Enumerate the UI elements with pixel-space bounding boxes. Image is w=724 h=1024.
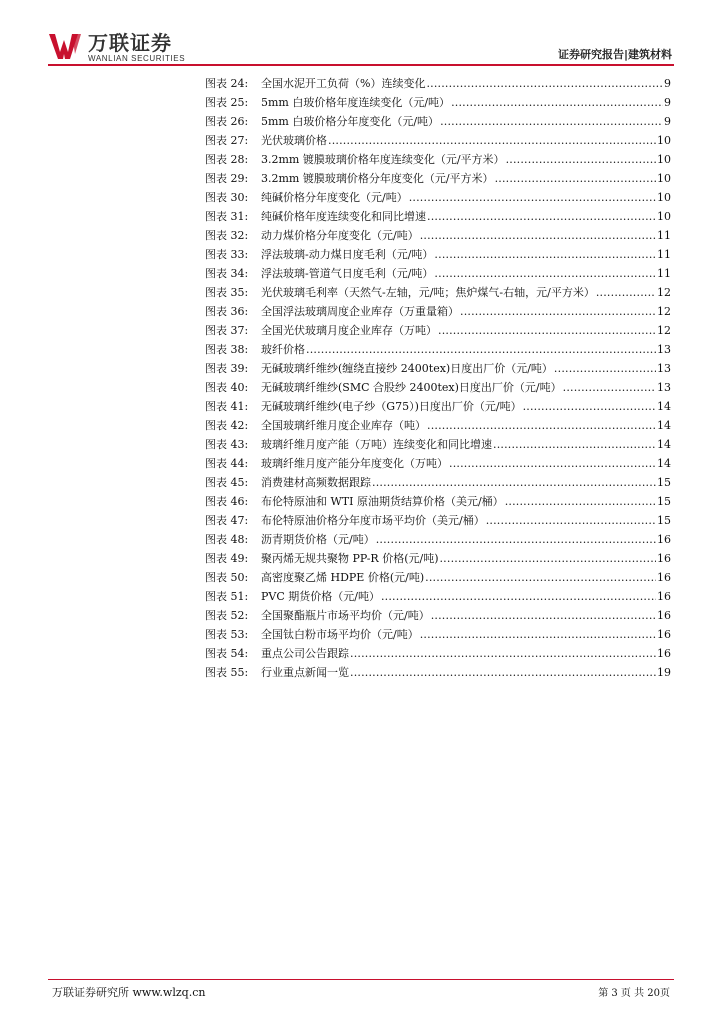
toc-entry[interactable] [205, 511, 671, 530]
toc-figure-label: 图表 26: [205, 115, 249, 128]
toc-dot-leader [506, 150, 656, 169]
toc-figure-label: 图表 50: [205, 571, 249, 584]
toc-dot-leader [350, 663, 656, 682]
toc-figure-label: 图表 53: [205, 628, 249, 641]
toc-entry[interactable] [205, 340, 671, 359]
toc-figure-title: 玻纤价格 [261, 343, 305, 356]
toc-figure-label: 图表 44: [205, 457, 249, 470]
wanlian-logo-icon [48, 32, 82, 60]
toc-page-number: 10 [657, 134, 671, 147]
toc-figure-label: 图表 42: [205, 419, 249, 432]
toc-entry[interactable] [205, 606, 671, 625]
toc-figure-title: 全国浮法玻璃周度企业库存（万重量箱） [261, 305, 459, 318]
toc-figure-label: 图表 28: [205, 153, 249, 166]
toc-figure-title: 玻璃纤维月度产能（万吨）连续变化和同比增速 [261, 438, 492, 451]
logo-chinese-name: 万联证券 [88, 31, 172, 55]
toc-figure-title: PVC 期货价格（元/吨） [261, 590, 380, 603]
header-separator: | [623, 48, 628, 61]
header-divider [48, 64, 674, 66]
toc-dot-leader [449, 454, 656, 473]
toc-figure-label: 图表 49: [205, 552, 249, 565]
toc-page-number: 15 [657, 495, 671, 508]
toc-figure-label: 图表 24: [205, 77, 249, 90]
toc-entry[interactable] [205, 568, 671, 587]
toc-figure-label: 图表 52: [205, 609, 249, 622]
toc-dot-leader [431, 606, 656, 625]
toc-figure-label: 图表 33: [205, 248, 249, 261]
toc-figure-title: 消费建材高频数据跟踪 [261, 476, 371, 489]
toc-figure-label: 图表 27: [205, 134, 249, 147]
toc-entry[interactable] [205, 207, 671, 226]
toc-entry[interactable] [205, 435, 671, 454]
toc-entry[interactable] [205, 264, 671, 283]
toc-dot-leader [434, 245, 656, 264]
toc-figure-label: 图表 41: [205, 400, 249, 413]
toc-dot-leader [425, 568, 656, 587]
toc-entry[interactable] [205, 283, 671, 302]
toc-dot-leader [427, 207, 656, 226]
toc-entry[interactable] [205, 302, 671, 321]
toc-page-number: 16 [657, 590, 671, 603]
toc-page-number: 14 [657, 400, 671, 413]
toc-dot-leader [438, 321, 656, 340]
toc-entry[interactable] [205, 378, 671, 397]
toc-entry[interactable] [205, 397, 671, 416]
toc-figure-title: 动力煤价格分年度变化（元/吨） [261, 229, 419, 242]
toc-dot-leader [460, 302, 656, 321]
toc-dot-leader [427, 416, 656, 435]
toc-entry[interactable] [205, 416, 671, 435]
toc-dot-leader [596, 283, 656, 302]
toc-entry[interactable] [205, 492, 671, 511]
toc-figure-label: 图表 51: [205, 590, 249, 603]
toc-page-number: 16 [657, 647, 671, 660]
toc-figure-title: 浮法玻璃-管道气日度毛利（元/吨） [261, 267, 434, 280]
toc-dot-leader [505, 492, 656, 511]
toc-entry[interactable] [205, 644, 671, 663]
toc-entry[interactable] [205, 587, 671, 606]
toc-entry[interactable] [205, 93, 671, 112]
toc-page-number: 9 [664, 96, 671, 109]
toc-dot-leader [426, 74, 663, 93]
toc-page-number: 13 [657, 343, 671, 356]
toc-page-number: 13 [657, 381, 671, 394]
toc-page-number: 10 [657, 191, 671, 204]
toc-figure-title: 重点公司公告跟踪 [261, 647, 349, 660]
toc-page-number: 10 [657, 172, 671, 185]
toc-page-number: 14 [657, 457, 671, 470]
toc-page-number: 14 [657, 419, 671, 432]
toc-page-number: 15 [657, 514, 671, 527]
toc-dot-leader [563, 378, 656, 397]
toc-figure-label: 图表 35: [205, 286, 249, 299]
toc-figure-title: 纯碱价格分年度变化（元/吨） [261, 191, 408, 204]
toc-page-number: 12 [657, 324, 671, 337]
toc-page-number: 9 [664, 77, 671, 90]
toc-page-number: 19 [657, 666, 671, 679]
toc-figure-label: 图表 25: [205, 96, 249, 109]
toc-page-number: 10 [657, 153, 671, 166]
footer-divider [48, 979, 674, 980]
toc-figure-title: 高密度聚乙烯 HDPE 价格(元/吨) [261, 571, 425, 584]
toc-figure-label: 图表 32: [205, 229, 249, 242]
toc-figure-title: 聚丙烯无规共聚物 PP-R 价格(元/吨) [261, 552, 439, 565]
toc-dot-leader [350, 644, 656, 663]
toc-dot-leader [306, 340, 656, 359]
toc-page-number: 10 [657, 210, 671, 223]
toc-figure-label: 图表 43: [205, 438, 249, 451]
toc-figure-label: 图表 46: [205, 495, 249, 508]
toc-figure-title: 无碱玻璃纤维纱(缠绕直接纱 2400tex)日度出厂价（元/吨） [261, 362, 553, 375]
toc-page-number: 12 [657, 286, 671, 299]
toc-page-number: 11 [657, 229, 671, 242]
toc-figure-title: 无碱玻璃纤维纱(SMC 合股纱 2400tex)日度出厂价（元/吨） [261, 381, 562, 394]
toc-entry[interactable] [205, 245, 671, 264]
toc-page-number: 13 [657, 362, 671, 375]
toc-figure-title: 行业重点新闻一览 [261, 666, 349, 679]
footer-source: 万联证券研究所 www.wlzq.cn [52, 986, 206, 999]
toc-figure-label: 图表 31: [205, 210, 249, 223]
toc-entry[interactable] [205, 530, 671, 549]
toc-figure-label: 图表 37: [205, 324, 249, 337]
toc-page-number: 14 [657, 438, 671, 451]
toc-figure-title: 全国水泥开工负荷（%）连续变化 [261, 77, 426, 90]
toc-figure-title: 全国玻璃纤维月度企业库存（吨） [261, 419, 426, 432]
toc-dot-leader [554, 359, 656, 378]
toc-dot-leader [493, 435, 656, 454]
toc-figure-label: 图表 45: [205, 476, 249, 489]
toc-page-number: 12 [657, 305, 671, 318]
toc-entry[interactable] [205, 473, 671, 492]
report-label: 证券研究报告 [557, 48, 624, 61]
toc-figure-label: 图表 54: [205, 647, 249, 660]
toc-figure-title: 5mm 白玻价格分年度变化（元/吨） [261, 115, 440, 128]
toc-figure-label: 图表 36: [205, 305, 249, 318]
toc-dot-leader [486, 511, 656, 530]
toc-dot-leader [440, 112, 663, 131]
toc-figure-label: 图表 47: [205, 514, 249, 527]
toc-page-number: 16 [657, 533, 671, 546]
toc-page-number: 16 [657, 628, 671, 641]
toc-dot-leader [381, 587, 656, 606]
toc-entry[interactable] [205, 226, 671, 245]
toc-page-number: 11 [657, 267, 671, 280]
page-number: 第 3 页 共 20页 [598, 988, 670, 999]
report-category [558, 46, 672, 62]
toc-entry[interactable] [205, 74, 671, 93]
toc-entry[interactable] [205, 454, 671, 473]
figure-index [205, 74, 671, 682]
toc-figure-title: 沥青期货价格（元/吨） [261, 533, 375, 546]
toc-figure-title: 5mm 白玻价格年度连续变化（元/吨） [261, 96, 451, 109]
toc-dot-leader [420, 226, 656, 245]
toc-figure-title: 全国聚酯瓶片市场平均价（元/吨） [261, 609, 430, 622]
toc-figure-title: 全国光伏玻璃月度企业库存（万吨） [261, 324, 437, 337]
toc-dot-leader [434, 264, 656, 283]
toc-figure-title: 全国钛白粉市场平均价（元/吨） [261, 628, 419, 641]
toc-entry[interactable] [205, 150, 671, 169]
toc-figure-title: 光伏玻璃毛利率（天然气-左轴，元/吨；焦炉煤气-右轴，元/平方米） [261, 286, 595, 299]
toc-dot-leader [451, 93, 663, 112]
toc-dot-leader [420, 625, 656, 644]
toc-page-number: 15 [657, 476, 671, 489]
toc-entry[interactable] [205, 359, 671, 378]
company-logo [48, 32, 185, 64]
toc-figure-title: 浮法玻璃-动力煤日度毛利（元/吨） [261, 248, 434, 261]
toc-dot-leader [495, 169, 656, 188]
toc-dot-leader [376, 530, 656, 549]
toc-figure-label: 图表 40: [205, 381, 249, 394]
toc-page-number: 9 [664, 115, 671, 128]
toc-figure-title: 布伦特原油价格分年度市场平均价（美元/桶） [261, 514, 485, 527]
toc-figure-label: 图表 38: [205, 343, 249, 356]
toc-entry[interactable] [205, 625, 671, 644]
toc-dot-leader [439, 549, 656, 568]
toc-page-number: 16 [657, 552, 671, 565]
toc-figure-label: 图表 29: [205, 172, 249, 185]
toc-entry[interactable] [205, 549, 671, 568]
toc-page-number: 16 [657, 609, 671, 622]
logo-english-name: WANLIAN SECURITIES [88, 54, 186, 63]
toc-figure-title: 纯碱价格年度连续变化和同比增速 [261, 210, 426, 223]
toc-figure-label: 图表 55: [205, 666, 249, 679]
toc-page-number: 16 [657, 571, 671, 584]
toc-figure-title: 玻璃纤维月度产能分年度变化（万吨） [261, 457, 448, 470]
sector-label: 建筑材料 [628, 48, 672, 61]
toc-figure-title: 3.2mm 镀膜玻璃价格分年度变化（元/平方米） [261, 172, 494, 185]
toc-entry[interactable] [205, 131, 671, 150]
toc-entry[interactable] [205, 188, 671, 207]
toc-figure-label: 图表 48: [205, 533, 249, 546]
toc-dot-leader [328, 131, 656, 150]
toc-figure-title: 光伏玻璃价格 [261, 134, 327, 147]
toc-figure-title: 布伦特原油和 WTI 原油期货结算价格（美元/桶） [261, 495, 504, 508]
toc-dot-leader [409, 188, 656, 207]
toc-dot-leader [523, 397, 656, 416]
toc-entry[interactable] [205, 321, 671, 340]
toc-dot-leader [372, 473, 656, 492]
toc-figure-label: 图表 39: [205, 362, 249, 375]
toc-entry[interactable] [205, 169, 671, 188]
toc-figure-label: 图表 30: [205, 191, 249, 204]
toc-page-number: 11 [657, 248, 671, 261]
toc-figure-title: 无碱玻璃纤维纱(电子纱（G75）)日度出厂价（元/吨） [261, 400, 522, 413]
toc-entry[interactable] [205, 663, 671, 682]
toc-figure-label: 图表 34: [205, 267, 249, 280]
toc-entry[interactable] [205, 112, 671, 131]
toc-figure-title: 3.2mm 镀膜玻璃价格年度连续变化（元/平方米） [261, 153, 505, 166]
